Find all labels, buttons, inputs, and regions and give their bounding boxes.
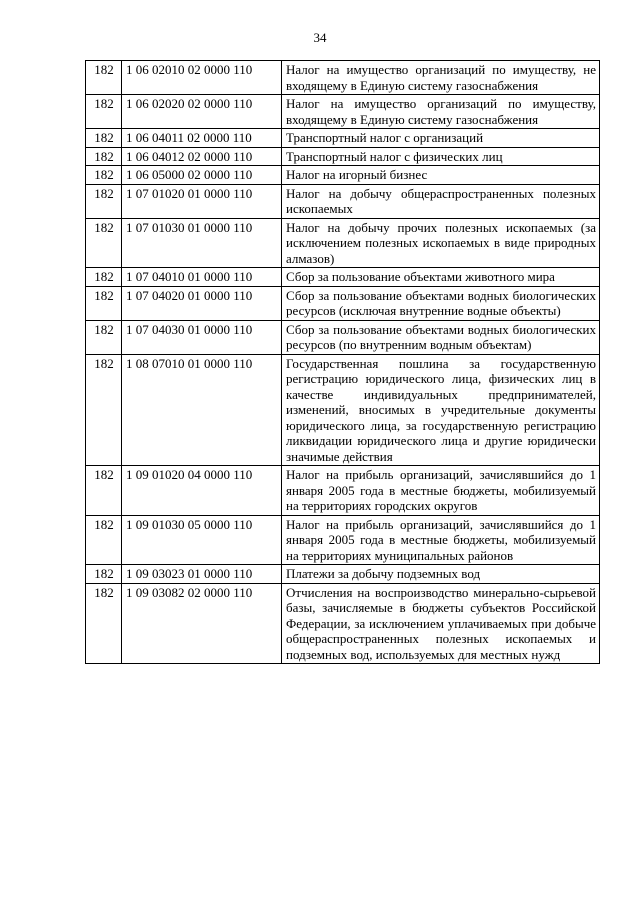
table-body <box>86 61 600 664</box>
income-name-cell: Платежи за добычу подземных вод <box>282 565 600 584</box>
table-row <box>86 95 600 129</box>
table-row <box>86 466 600 516</box>
income-name-cell: Налог на прибыль организаций, зачислявшийся до 1 января 2005 года в местные бюджеты, мобилизуемый на территориях муниципальных районов <box>282 515 600 565</box>
budget-code-cell: 1 09 01030 05 0000 110 <box>122 515 282 565</box>
income-name-cell: Сбор за пользование объектами животного мира <box>282 268 600 287</box>
admin-code-cell: 182 <box>86 515 122 565</box>
budget-code-cell: 1 07 04010 01 0000 110 <box>122 268 282 287</box>
admin-code-cell: 182 <box>86 61 122 95</box>
budget-code-cell: 1 06 04011 02 0000 110 <box>122 129 282 148</box>
income-name-cell: Налог на прибыль организаций, зачислявшийся до 1 января 2005 года в местные бюджеты, мобилизуемый на территориях городских округов <box>282 466 600 516</box>
admin-code-cell: 182 <box>86 320 122 354</box>
admin-code-cell: 182 <box>86 129 122 148</box>
budget-code-cell: 1 07 04030 01 0000 110 <box>122 320 282 354</box>
admin-code-cell: 182 <box>86 147 122 166</box>
table-row <box>86 268 600 287</box>
admin-code-cell: 182 <box>86 184 122 218</box>
admin-code-cell: 182 <box>86 95 122 129</box>
budget-code-cell: 1 09 01020 04 0000 110 <box>122 466 282 516</box>
budget-code-cell: 1 09 03023 01 0000 110 <box>122 565 282 584</box>
budget-code-cell: 1 08 07010 01 0000 110 <box>122 354 282 466</box>
admin-code-cell: 182 <box>86 218 122 268</box>
admin-code-cell: 182 <box>86 354 122 466</box>
budget-code-cell: 1 07 01030 01 0000 110 <box>122 218 282 268</box>
admin-code-cell: 182 <box>86 268 122 287</box>
income-name-cell: Налог на имущество организаций по имуществу, не входящему в Единую систему газоснабжения <box>282 61 600 95</box>
page-number: 34 <box>313 30 327 45</box>
income-name-cell: Сбор за пользование объектами водных биологических ресурсов (исключая внутренние водные объекты) <box>282 286 600 320</box>
income-name-cell: Налог на добычу общераспространенных полезных ископаемых <box>282 184 600 218</box>
table-row <box>86 129 600 148</box>
income-name-cell: Сбор за пользование объектами водных биологических ресурсов (по внутренним водным объектам) <box>282 320 600 354</box>
admin-code-cell: 182 <box>86 166 122 185</box>
income-name-cell: Налог на имущество организаций по имуществу, входящему в Единую систему газоснабжения <box>282 95 600 129</box>
budget-code-cell: 1 07 04020 01 0000 110 <box>122 286 282 320</box>
table-row <box>86 184 600 218</box>
income-name-cell: Налог на добычу прочих полезных ископаемых (за исключением полезных ископаемых в виде природных алмазов) <box>282 218 600 268</box>
budget-code-cell: 1 09 03082 02 0000 110 <box>122 583 282 664</box>
budget-code-cell: 1 07 01020 01 0000 110 <box>122 184 282 218</box>
table-row <box>86 147 600 166</box>
table-row <box>86 286 600 320</box>
admin-code-cell: 182 <box>86 286 122 320</box>
income-name-cell: Транспортный налог с физических лиц <box>282 147 600 166</box>
table-row <box>86 218 600 268</box>
table-row <box>86 320 600 354</box>
admin-code-cell: 182 <box>86 466 122 516</box>
table-row <box>86 583 600 664</box>
income-name-cell: Налог на игорный бизнес <box>282 166 600 185</box>
table-row <box>86 354 600 466</box>
table-row <box>86 61 600 95</box>
budget-code-cell: 1 06 04012 02 0000 110 <box>122 147 282 166</box>
admin-code-cell: 182 <box>86 565 122 584</box>
budget-code-cell: 1 06 02020 02 0000 110 <box>122 95 282 129</box>
budget-code-cell: 1 06 02010 02 0000 110 <box>122 61 282 95</box>
table-row <box>86 515 600 565</box>
income-name-cell: Государственная пошлина за государственную регистрацию юридического лица, физических лиц в качестве индивидуальных предпринимателей, изменений, вносимых в учредительные документы юридического лица, за государственную регистрацию ликвидации юридического лица и другие юридически значимые действия <box>282 354 600 466</box>
table-row <box>86 565 600 584</box>
table-row <box>86 166 600 185</box>
budget-code-cell: 1 06 05000 02 0000 110 <box>122 166 282 185</box>
income-codes-table <box>85 60 600 664</box>
income-name-cell: Транспортный налог с организаций <box>282 129 600 148</box>
admin-code-cell: 182 <box>86 583 122 664</box>
income-name-cell: Отчисления на воспроизводство минерально-сырьевой базы, зачисляемые в бюджеты субъектов Российской Федерации, за исключением уплачиваемых при добыче общераспространенных полезных ископаемых и подземных вод, используемых для местных нужд <box>282 583 600 664</box>
